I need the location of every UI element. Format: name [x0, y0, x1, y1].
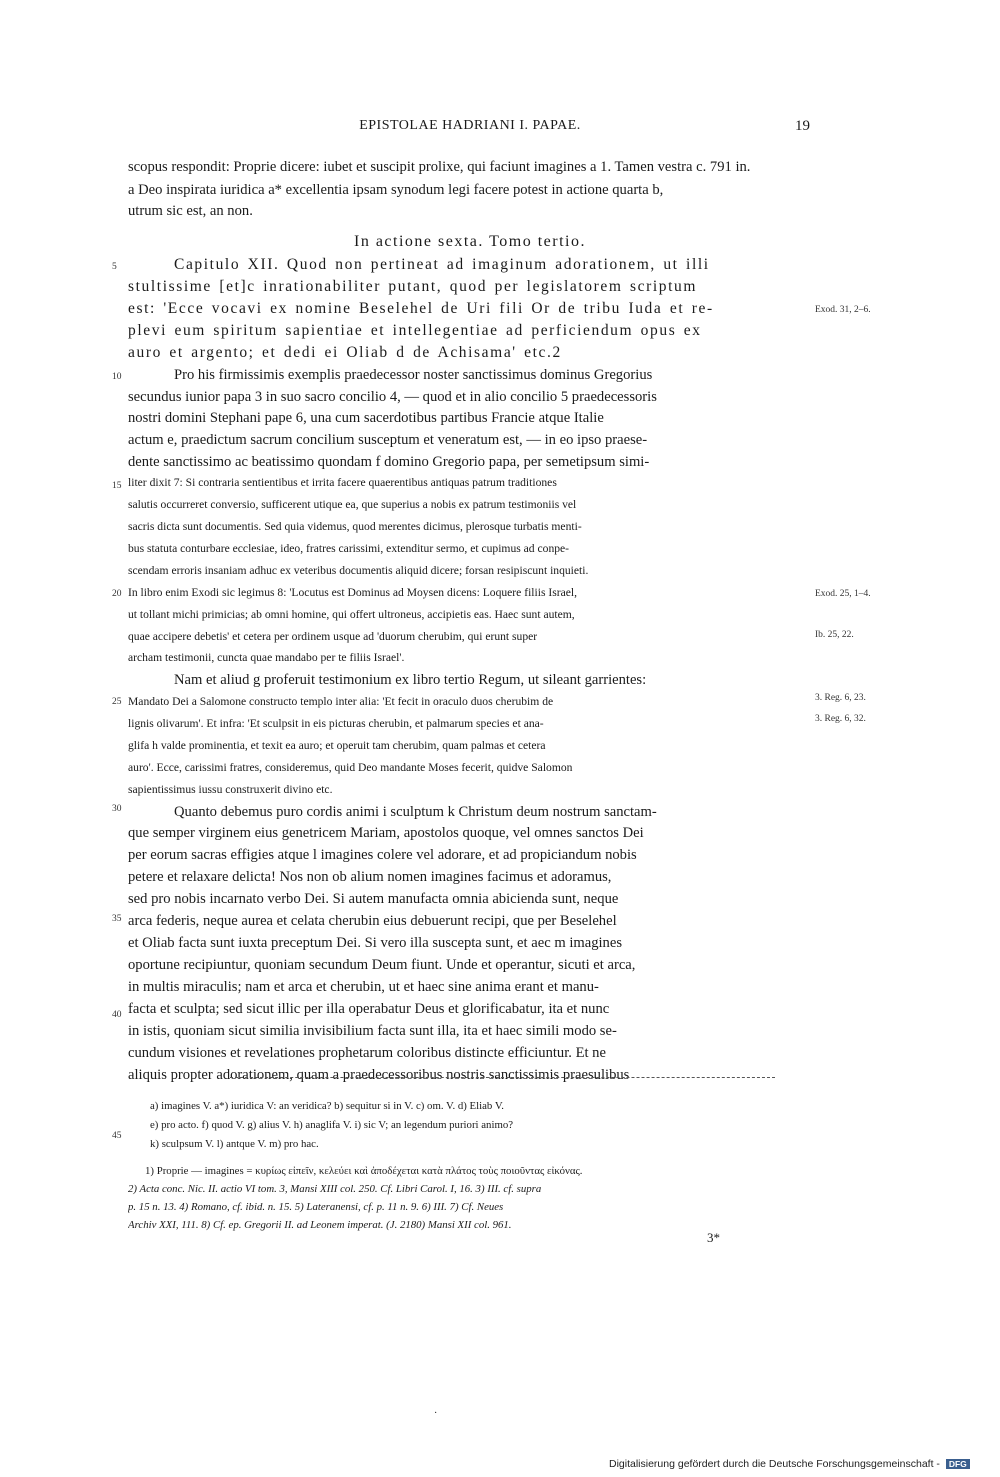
text-line: que semper virginem eius genetricem Mariam, apostolos quoque, vel omnes sanctos Dei — [128, 825, 644, 841]
text-line: sacris dicta sunt documentis. Sed quia videmus, quod merentes dicimus, plerosque turbatis menti- — [128, 520, 582, 533]
text-line: est: 'Ecce vocavi ex nomine Beselehel de Uri fili Or de tribu Iuda et re- — [128, 300, 714, 317]
margin-reference: 3. Reg. 6, 23. — [815, 693, 866, 703]
text-line: sed pro nobis incarnato verbo Dei. Si autem manufacta omnia abicienda sunt, neque — [128, 891, 619, 907]
signature-mark: 3* — [707, 1230, 720, 1245]
text-line: In actione sexta. Tomo tertio. — [354, 233, 586, 250]
line-number: 20 — [112, 589, 122, 599]
text-line: a Deo inspirata iuridica a* excellentia ipsam synodum legi facere potest in actione quarta b, — [128, 182, 664, 198]
text-line: in multis miraculis; nam et arca et cherubin, ut et haec sine anima erant et manu- — [128, 979, 599, 995]
text-line: stultissime [et]c inrationabiliter putant, quod per legislatorem scriptum — [128, 278, 697, 295]
footnote-line: 2) Acta conc. Nic. II. actio VI tom. 3, Mansi XIII col. 250. Cf. Libri Carol. I, 16. 3) III. cf. supra — [128, 1183, 542, 1195]
text-line: archam testimonii, cuncta quae mandabo per te filiis Israel'. — [128, 651, 405, 664]
text-line: quae accipere debetis' et cetera per ordinem usque ad 'duorum cherubim, qui erunt super — [128, 630, 538, 643]
text-line: scopus respondit: Proprie dicere: iubet et suscipit prolixe, qui faciunt imagines a 1. Tamen vestra c. 791 in. — [128, 159, 751, 175]
text-line: aliquis propter adorationem, quam a praedecessoribus nostris sanctissimis praesulibus — [128, 1067, 630, 1083]
text-line: et Oliab facta sunt iuxta preceptum Dei. Si vero illa suscepta sunt, et aec m imagines — [128, 935, 623, 951]
line-number: 35 — [112, 914, 122, 924]
margin-reference: 3. Reg. 6, 32. — [815, 714, 866, 724]
running-title: EPISTOLAE HADRIANI I. PAPAE. — [359, 118, 581, 133]
footnote-line: p. 15 n. 13. 4) Romano, cf. ibid. n. 15. 5) Lateranensi, cf. p. 11 n. 9. 6) III. 7) Cf. Neues — [128, 1201, 504, 1213]
footnote-line: Archiv XXI, 111. 8) Cf. ep. Gregorii II. ad Leonem imperat. (J. 2180) Mansi XII col. 961. — [128, 1219, 512, 1231]
text-line: liter dixit 7: Si contraria sentientibus et irrita facere quaerentibus antiquas patrum traditiones — [128, 476, 557, 489]
text-line: Pro his firmissimis exemplis praedecessor noster sanctissimus dominus Gregorius — [174, 367, 653, 383]
text-line: ut tollant michi primicias; ab omni homine, qui offert ultroneus, accipietis eas. Haec sunt autem, — [128, 608, 575, 621]
page-number: 19 — [795, 118, 810, 134]
footer-text: Digitalisierung gefördert durch die Deutsche Forschungsgemeinschaft - — [609, 1458, 940, 1470]
text-line: Quanto debemus puro cordis animi i sculptum k Christum deum nostrum sanctam- — [174, 804, 657, 820]
line-number: 5 — [112, 262, 117, 272]
footnote-line: 1) Proprie — imagines = κυρίως εἰπεῖν, κελεύει καὶ ἀποδέχεται κατὰ πλάτος τοὺς ποιοῦντας εἰκόνας. — [145, 1165, 583, 1177]
line-number: 25 — [112, 697, 122, 707]
footnote-separator — [230, 1077, 775, 1078]
apparatus-line: a) imagines V. a*) iuridica V: an veridica? b) sequitur si in V. c) om. V. d) Eliab V. — [150, 1100, 504, 1112]
margin-reference: Ib. 25, 22. — [815, 630, 854, 640]
line-number: 30 — [112, 804, 122, 814]
apparatus-line: e) pro acto. f) quod V. g) alius V. h) anaglifa V. i) sic V; an legendum puriori animo? — [150, 1119, 514, 1131]
text-line: in istis, quoniam sicut similia invisibilium facta sunt illa, ita et haec simili modo se- — [128, 1023, 617, 1039]
text-line: salutis occurreret conversio, sufficerent utique ea, que superius a nobis ex patrum testimoniis vel — [128, 498, 577, 511]
text-line: cundum visiones et revelationes prophetarum coloribus distincte efficiuntur. Et ne — [128, 1045, 606, 1061]
line-number: 40 — [112, 1010, 122, 1020]
text-line: actum e, praedictum sacrum concilium susceptum et veneratum est, — in eo ipso praese- — [128, 432, 648, 448]
text-line: bus statuta conturbare ecclesiae, ideo, fratres carissimi, extenditur sermo, et cupimus ad conpe- — [128, 542, 570, 555]
text-line: utrum sic est, an non. — [128, 203, 253, 219]
text-line: facta et sculpta; sed sicut illic per illa operabatur Deus et glorificabatur, ita et nunc — [128, 1001, 610, 1017]
text-line: Nam et aliud g proferuit testimonium ex libro tertio Regum, ut sileant garrientes: — [174, 672, 647, 688]
text-line: sapientissimus iussu construxerit divino etc. — [128, 783, 333, 796]
text-line: auro'. Ecce, carissimi fratres, consideremus, quid Deo mandante Moses fecerit, quidve Salomon — [128, 761, 573, 774]
text-line: oportune recipiuntur, quoniam secundum Deum fiunt. Unde et operantur, sicuti et arca, — [128, 957, 636, 973]
text-line: arca federis, neque aurea et celata cherubin eius debuerunt recipi, que per Beselehel — [128, 913, 617, 929]
text-line: glifa h valde prominentia, et texit ea auro; et operuit tam cherubim, quam palmas et cetera — [128, 739, 546, 752]
line-number: 45 — [112, 1131, 122, 1141]
text-line: secundus iunior papa 3 in suo sacro concilio 4, — quod et in alio concilio 5 praedecessoris — [128, 389, 657, 405]
text-line: per eorum sacras effigies atque l imagines colere vel adorare, et ad propiciandum nobis — [128, 847, 637, 863]
text-line: lignis olivarum'. Et infra: 'Et sculpsit in eis picturas cherubin, et palmarum species et ana- — [128, 717, 544, 730]
margin-reference: Exod. 31, 2–6. — [815, 305, 871, 315]
apparatus-line: k) sculpsum V. l) antque V. m) pro hac. — [150, 1138, 319, 1150]
text-line: Mandato Dei a Salomone constructo templo inter alia: 'Et fecit in oraculo duos cherubim de — [128, 695, 554, 708]
text-line: nostri domini Stephani pape 6, una cum sacerdotibus partibus Francie atque Italie — [128, 410, 604, 426]
line-number: 10 — [112, 372, 122, 382]
line-number: 15 — [112, 481, 122, 491]
text-line: In libro enim Exodi sic legimus 8: 'Locutus est Dominus ad Moysen dicens: Loquere filiis Israel, — [128, 586, 578, 599]
digitization-footer — [609, 1458, 970, 1470]
text-line: dente sanctissimo ac beatissimo quondam f domino Gregorio papa, per semetipsum simi- — [128, 454, 650, 470]
text-line: plevi eum spiritum sapientiae et intellegentiae ad perficiendum opus ex — [128, 322, 702, 339]
text-line: petere et relaxare delicta! Nos non ob alium nomen imagines facimus et adoramus, — [128, 869, 612, 885]
center-dot: · — [434, 1408, 438, 1419]
dfg-logo-icon: DFG — [946, 1459, 970, 1469]
text-line: scendam erroris insaniam adhuc ex veteribus documentis aliquid dicere; forsan resipiscunt inquieti. — [128, 564, 589, 577]
text-line: auro et argento; et dedi ei Oliab d de Achisama' etc.2 — [128, 344, 562, 361]
margin-reference: Exod. 25, 1–4. — [815, 589, 871, 599]
text-line: Capitulo XII. Quod non pertineat ad imaginum adorationem, ut illi — [174, 256, 710, 273]
